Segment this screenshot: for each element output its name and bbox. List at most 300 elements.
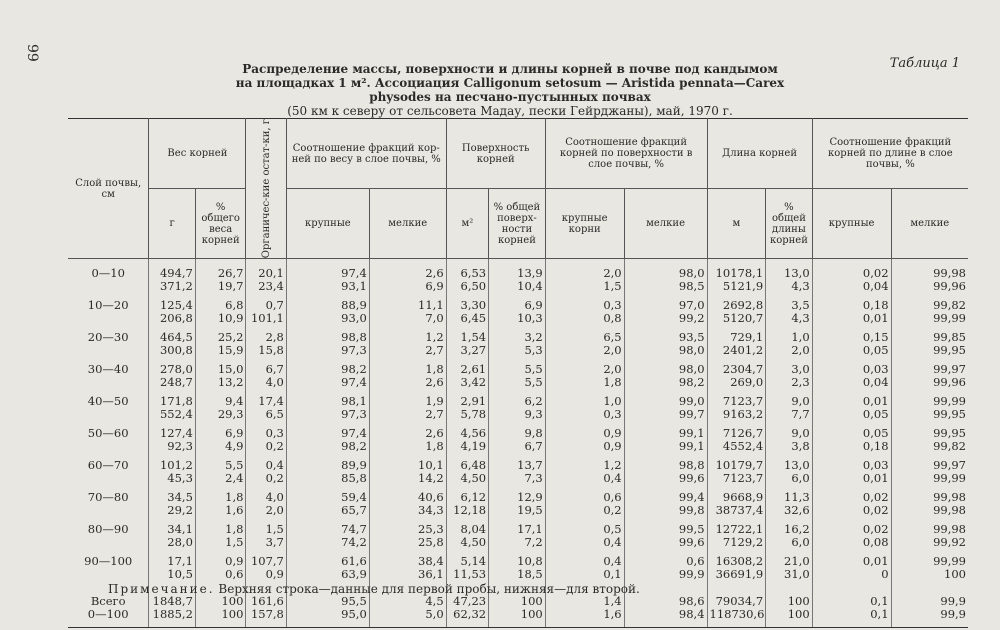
- value-sample-2: 248,7: [159, 375, 193, 390]
- table-row: [68, 491, 968, 523]
- total-sample-2: 1,6: [603, 607, 622, 622]
- value-cell: [286, 331, 369, 363]
- table-row: [68, 459, 968, 491]
- value-sample-2: 15,8: [258, 343, 284, 358]
- value-cell: [369, 491, 446, 523]
- value-cell: [149, 259, 196, 300]
- value-sample-1: 13,0: [784, 266, 810, 281]
- value-sample-1: 729,1: [730, 330, 764, 345]
- total-sample-2: 1885,2: [152, 607, 193, 622]
- value-sample-1: 464,5: [159, 330, 193, 345]
- value-cell: [891, 459, 968, 491]
- value-sample-2: 19,5: [517, 503, 543, 518]
- value-sample-2: 34,3: [418, 503, 444, 518]
- value-sample-2: 0,01: [862, 471, 889, 486]
- value-cell: [707, 491, 766, 523]
- value-sample-1: 3,2: [524, 330, 543, 345]
- value-cell: [624, 395, 707, 427]
- value-cell: [369, 427, 446, 459]
- value-sample-1: 2,0: [603, 362, 622, 377]
- value-cell: [489, 395, 546, 427]
- value-sample-2: 0,4: [603, 471, 622, 486]
- value-sample-1: 3,5: [791, 298, 810, 313]
- total-sample-2: 5,0: [425, 607, 444, 622]
- value-sample-1: 0,3: [265, 426, 284, 441]
- value-cell: [624, 523, 707, 555]
- value-sample-2: 4552,4: [722, 439, 764, 454]
- value-cell: [707, 427, 766, 459]
- total-sample-1: 1848,7: [152, 594, 193, 609]
- value-sample-1: 98,0: [678, 362, 705, 377]
- value-sample-2: 99,6: [678, 535, 705, 550]
- value-sample-2: 2,0: [791, 343, 810, 358]
- value-sample-1: 99,97: [933, 458, 966, 473]
- layer-cell: 20—30: [68, 331, 149, 363]
- total-sample-2: 118730,6: [709, 607, 765, 622]
- value-sample-2: 10,3: [517, 311, 543, 326]
- value-sample-1: 25,3: [418, 522, 444, 537]
- value-sample-1: 0,9: [603, 426, 622, 441]
- value-sample-1: 6,48: [460, 458, 487, 473]
- value-sample-1: 99,98: [933, 490, 966, 505]
- value-sample-2: 371,2: [159, 279, 193, 294]
- value-sample-1: 99,5: [678, 522, 705, 537]
- value-sample-2: 7,0: [425, 311, 444, 326]
- value-sample-1: 99,82: [933, 298, 966, 313]
- value-cell: [149, 523, 196, 555]
- layer-cell: 60—70: [68, 459, 149, 491]
- value-sample-1: 2692,8: [722, 298, 764, 313]
- value-sample-1: 6,9: [524, 298, 543, 313]
- value-sample-1: 6,9: [225, 426, 244, 441]
- value-cell: [246, 331, 286, 363]
- value-sample-1: 16,2: [784, 522, 810, 537]
- value-cell: [766, 363, 813, 395]
- value-cell: [195, 259, 246, 300]
- value-sample-2: 19,7: [217, 279, 244, 294]
- value-sample-2: 99,99: [933, 471, 966, 486]
- value-cell: [369, 299, 446, 331]
- value-sample-1: 88,9: [341, 298, 367, 313]
- value-sample-2: 0,4: [603, 535, 622, 550]
- value-cell: [545, 491, 624, 523]
- table-row: [68, 259, 968, 300]
- value-cell: [286, 459, 369, 491]
- value-sample-2: 45,3: [167, 471, 193, 486]
- value-sample-2: 10,9: [217, 311, 244, 326]
- value-sample-1: 3,0: [791, 362, 810, 377]
- value-sample-2: 29,2: [167, 503, 193, 518]
- value-cell: [766, 331, 813, 363]
- value-cell: [286, 523, 369, 555]
- value-cell: [707, 259, 766, 300]
- value-cell: [489, 363, 546, 395]
- value-cell: [446, 395, 488, 427]
- value-sample-2: 99,1: [678, 439, 705, 454]
- value-cell: [286, 395, 369, 427]
- value-cell: [812, 331, 891, 363]
- value-sample-1: 5,14: [460, 554, 487, 569]
- value-cell: [766, 491, 813, 523]
- layer-cell: 80—90: [68, 523, 149, 555]
- total-sample-1: 79034,7: [715, 594, 764, 609]
- value-sample-2: 4,9: [225, 439, 244, 454]
- header-ratio-surface: Соотношение фракций корней по поверхности в слое почвы, %: [545, 119, 707, 189]
- value-sample-1: 1,0: [603, 394, 622, 409]
- value-sample-2: 3,8: [791, 439, 810, 454]
- value-sample-2: 9,3: [524, 407, 543, 422]
- value-sample-2: 14,2: [418, 471, 444, 486]
- value-sample-2: 99,99: [933, 311, 966, 326]
- value-sample-1: 11,1: [418, 298, 444, 313]
- table-label: Таблица 1: [889, 56, 960, 71]
- value-sample-2: 5,78: [460, 407, 487, 422]
- value-sample-2: 6,0: [791, 535, 810, 550]
- value-sample-2: 100: [944, 567, 966, 582]
- value-sample-1: 17,1: [517, 522, 543, 537]
- value-cell: [707, 331, 766, 363]
- value-cell: [707, 555, 766, 587]
- value-sample-1: 127,4: [159, 426, 193, 441]
- value-cell: [286, 299, 369, 331]
- value-cell: [624, 491, 707, 523]
- value-cell: [489, 491, 546, 523]
- total-sample-2: 100: [787, 607, 810, 622]
- header-large: крупные: [286, 189, 369, 259]
- value-cell: [489, 427, 546, 459]
- value-sample-2: 23,4: [258, 279, 284, 294]
- value-cell: [246, 395, 286, 427]
- value-sample-2: 4,0: [265, 375, 284, 390]
- value-sample-1: 0,02: [862, 522, 889, 537]
- value-sample-1: 98,1: [341, 394, 367, 409]
- value-sample-1: 0,15: [862, 330, 889, 345]
- value-sample-2: 97,4: [341, 375, 367, 390]
- value-sample-2: 3,42: [460, 375, 487, 390]
- value-sample-2: 99,98: [933, 503, 966, 518]
- value-sample-1: 1,54: [460, 330, 487, 345]
- value-cell: [446, 491, 488, 523]
- value-sample-1: 0,03: [862, 458, 889, 473]
- value-cell: [812, 363, 891, 395]
- value-sample-2: 99,7: [678, 407, 705, 422]
- header-small: мелкие: [369, 189, 446, 259]
- value-sample-1: 494,7: [159, 266, 193, 281]
- value-cell: [446, 459, 488, 491]
- value-sample-1: 0,18: [862, 298, 889, 313]
- value-sample-2: 9163,2: [722, 407, 764, 422]
- total-sample-2: 100: [520, 607, 543, 622]
- value-cell: [812, 523, 891, 555]
- value-cell: [624, 331, 707, 363]
- value-sample-2: 101,1: [250, 311, 284, 326]
- value-sample-2: 1,5: [225, 535, 244, 550]
- value-cell: [707, 523, 766, 555]
- value-sample-2: 32,6: [784, 503, 810, 518]
- value-sample-1: 99,4: [678, 490, 705, 505]
- total-value-cell: [812, 587, 891, 628]
- table-row: [68, 395, 968, 427]
- value-sample-1: 0,02: [862, 266, 889, 281]
- value-sample-2: 0,08: [862, 535, 889, 550]
- value-cell: [286, 363, 369, 395]
- value-sample-1: 97,0: [678, 298, 705, 313]
- value-sample-1: 13,9: [517, 266, 543, 281]
- value-cell: [707, 459, 766, 491]
- value-sample-2: 99,2: [678, 311, 705, 326]
- value-cell: [149, 427, 196, 459]
- value-sample-1: 1,2: [603, 458, 622, 473]
- title-line-1: Распределение массы, поверхности и длины корней в почве под кандымом: [242, 62, 778, 76]
- header-surface-pct: % общей поверх-ности корней: [489, 189, 546, 259]
- value-cell: [195, 427, 246, 459]
- value-cell: [707, 363, 766, 395]
- value-sample-1: 15,0: [217, 362, 244, 377]
- value-sample-1: 0,3: [603, 298, 622, 313]
- value-sample-2: 98,5: [678, 279, 705, 294]
- value-cell: [812, 427, 891, 459]
- value-sample-1: 4,0: [265, 490, 284, 505]
- header-weight: Вес корней: [149, 119, 246, 189]
- value-sample-2: 4,3: [791, 279, 810, 294]
- value-cell: [369, 523, 446, 555]
- value-sample-1: 0,4: [603, 554, 622, 569]
- value-cell: [545, 331, 624, 363]
- value-sample-2: 36691,9: [715, 567, 764, 582]
- value-sample-1: 1,9: [425, 394, 444, 409]
- total-sample-1: 47,23: [453, 594, 487, 609]
- total-sample-1: 98,6: [678, 594, 705, 609]
- value-sample-1: 1,8: [425, 362, 444, 377]
- value-sample-1: 7126,7: [722, 426, 764, 441]
- header-length: Длина корней: [707, 119, 812, 189]
- value-cell: [246, 491, 286, 523]
- value-sample-1: 9,0: [791, 426, 810, 441]
- value-sample-1: 3,30: [460, 298, 487, 313]
- total-sample-2: 100: [221, 607, 244, 622]
- layer-cell: 70—80: [68, 491, 149, 523]
- value-cell: [369, 395, 446, 427]
- value-sample-1: 107,7: [250, 554, 284, 569]
- value-cell: [489, 299, 546, 331]
- value-sample-1: 99,98: [933, 522, 966, 537]
- total-sample-1: 100: [520, 594, 543, 609]
- total-sample-2: 157,8: [250, 607, 284, 622]
- value-sample-1: 10179,7: [715, 458, 764, 473]
- value-sample-1: 0,9: [225, 554, 244, 569]
- value-sample-2: 2,6: [425, 375, 444, 390]
- title-line-3: physodes на песчано-пустынных почвах: [369, 90, 651, 104]
- value-cell: [149, 299, 196, 331]
- value-sample-2: 1,8: [425, 439, 444, 454]
- value-cell: [446, 523, 488, 555]
- value-sample-2: 300,8: [159, 343, 193, 358]
- value-cell: [891, 363, 968, 395]
- value-sample-1: 89,9: [341, 458, 367, 473]
- roots-table: [68, 118, 968, 628]
- value-sample-1: 5,5: [225, 458, 244, 473]
- layer-cell: 30—40: [68, 363, 149, 395]
- value-sample-2: 2,3: [791, 375, 810, 390]
- value-sample-2: 25,8: [418, 535, 444, 550]
- value-sample-2: 2,7: [425, 343, 444, 358]
- value-sample-2: 12,18: [453, 503, 487, 518]
- value-cell: [766, 299, 813, 331]
- total-value-cell: [707, 587, 766, 628]
- value-sample-2: 31,0: [784, 567, 810, 582]
- value-cell: [891, 331, 968, 363]
- value-cell: [812, 259, 891, 300]
- value-cell: [195, 299, 246, 331]
- value-cell: [195, 523, 246, 555]
- header-weight-g: г: [149, 189, 196, 259]
- value-sample-2: 0,1: [603, 567, 622, 582]
- value-sample-1: 21,0: [784, 554, 810, 569]
- value-sample-2: 1,6: [225, 503, 244, 518]
- value-cell: [446, 363, 488, 395]
- value-sample-1: 1,2: [425, 330, 444, 345]
- value-cell: [891, 427, 968, 459]
- value-sample-2: 18,5: [517, 567, 543, 582]
- value-cell: [149, 459, 196, 491]
- value-sample-2: 2,7: [425, 407, 444, 422]
- table-row: [68, 331, 968, 363]
- value-sample-1: 12,9: [517, 490, 543, 505]
- value-sample-2: 99,8: [678, 503, 705, 518]
- value-cell: [246, 427, 286, 459]
- total-sample-2: 95,0: [341, 607, 367, 622]
- value-sample-1: 0,7: [265, 298, 284, 313]
- value-sample-1: 26,7: [217, 266, 244, 281]
- value-sample-2: 10,4: [517, 279, 543, 294]
- value-cell: [446, 427, 488, 459]
- total-value-cell: [891, 587, 968, 628]
- value-cell: [246, 259, 286, 300]
- value-sample-1: 0,6: [603, 490, 622, 505]
- value-sample-1: 0,01: [862, 554, 889, 569]
- value-sample-1: 125,4: [159, 298, 193, 313]
- value-sample-2: 7,2: [524, 535, 543, 550]
- value-cell: [246, 459, 286, 491]
- value-sample-1: 59,4: [341, 490, 367, 505]
- value-sample-1: 99,99: [933, 554, 966, 569]
- value-sample-2: 98,2: [341, 439, 367, 454]
- value-sample-1: 99,95: [933, 426, 966, 441]
- value-cell: [891, 395, 968, 427]
- value-sample-2: 99,95: [933, 343, 966, 358]
- value-cell: [149, 331, 196, 363]
- value-sample-1: 6,12: [460, 490, 487, 505]
- value-sample-2: 36,1: [418, 567, 444, 582]
- value-cell: [195, 363, 246, 395]
- value-cell: [446, 299, 488, 331]
- total-layer-label: 0—100: [87, 607, 129, 622]
- value-sample-1: 0,6: [686, 554, 705, 569]
- header-large-3: крупные: [812, 189, 891, 259]
- value-cell: [707, 395, 766, 427]
- value-cell: [545, 523, 624, 555]
- total-value-cell: [766, 587, 813, 628]
- value-cell: [624, 299, 707, 331]
- value-cell: [246, 523, 286, 555]
- total-sample-1: 1,4: [603, 594, 622, 609]
- value-sample-1: 2,6: [425, 426, 444, 441]
- total-sample-1: 100: [787, 594, 810, 609]
- value-sample-2: 99,82: [933, 439, 966, 454]
- header-ratio-length: Соотношение фракций корней по длине в слое почвы, %: [812, 119, 968, 189]
- value-sample-1: 20,1: [258, 266, 284, 281]
- value-sample-1: 99,85: [933, 330, 966, 345]
- value-sample-2: 0,9: [265, 567, 284, 582]
- value-sample-1: 1,0: [791, 330, 810, 345]
- value-sample-2: 4,50: [460, 535, 487, 550]
- value-sample-2: 2,4: [225, 471, 244, 486]
- table-title: [230, 62, 790, 118]
- value-sample-1: 11,3: [784, 490, 810, 505]
- value-sample-2: 15,9: [217, 343, 244, 358]
- value-cell: [812, 491, 891, 523]
- header-layer: Слой почвы, см: [68, 119, 149, 259]
- header-weight-pct: % общего веса корней: [195, 189, 246, 259]
- value-sample-2: 0,01: [862, 311, 889, 326]
- value-cell: [286, 491, 369, 523]
- value-sample-2: 0,04: [862, 279, 889, 294]
- title-line-4: (50 км к северу от сельсовета Мадау, пески Гейрджаны), май, 1970 г.: [287, 104, 733, 118]
- total-sample-2: 98,4: [678, 607, 705, 622]
- value-sample-1: 2,8: [265, 330, 284, 345]
- value-cell: [149, 395, 196, 427]
- value-cell: [766, 555, 813, 587]
- layer-cell: 40—50: [68, 395, 149, 427]
- value-sample-2: 85,8: [341, 471, 367, 486]
- total-sample-2: 62,32: [453, 607, 487, 622]
- value-sample-1: 99,97: [933, 362, 966, 377]
- value-sample-2: 1,5: [603, 279, 622, 294]
- value-sample-2: 98,0: [678, 343, 705, 358]
- value-sample-2: 6,0: [791, 471, 810, 486]
- value-sample-2: 93,1: [341, 279, 367, 294]
- value-cell: [766, 395, 813, 427]
- value-sample-1: 2304,7: [722, 362, 764, 377]
- table-body: [68, 259, 968, 628]
- header-surface: Поверхность корней: [446, 119, 545, 189]
- value-cell: [624, 427, 707, 459]
- header-large-roots: крупные корни: [545, 189, 624, 259]
- layer-cell: 90—100: [68, 555, 149, 587]
- value-sample-1: 10178,1: [715, 266, 764, 281]
- value-sample-2: 13,2: [217, 375, 244, 390]
- value-sample-1: 7123,7: [722, 394, 764, 409]
- value-sample-2: 206,8: [159, 311, 193, 326]
- value-sample-1: 17,4: [258, 394, 284, 409]
- total-sample-1: 161,6: [250, 594, 284, 609]
- layer-cell: 10—20: [68, 299, 149, 331]
- value-sample-2: 0,3: [603, 407, 622, 422]
- total-sample-1: 4,5: [425, 594, 444, 609]
- value-sample-1: 40,6: [418, 490, 444, 505]
- value-sample-2: 92,3: [167, 439, 193, 454]
- value-sample-1: 6,7: [265, 362, 284, 377]
- value-cell: [195, 331, 246, 363]
- value-sample-1: 99,0: [678, 394, 705, 409]
- value-cell: [446, 331, 488, 363]
- value-sample-2: 0,6: [225, 567, 244, 582]
- value-sample-2: 28,0: [167, 535, 193, 550]
- value-sample-1: 99,99: [933, 394, 966, 409]
- value-sample-2: 4,3: [791, 311, 810, 326]
- value-sample-1: 8,04: [460, 522, 487, 537]
- value-sample-1: 6,5: [603, 330, 622, 345]
